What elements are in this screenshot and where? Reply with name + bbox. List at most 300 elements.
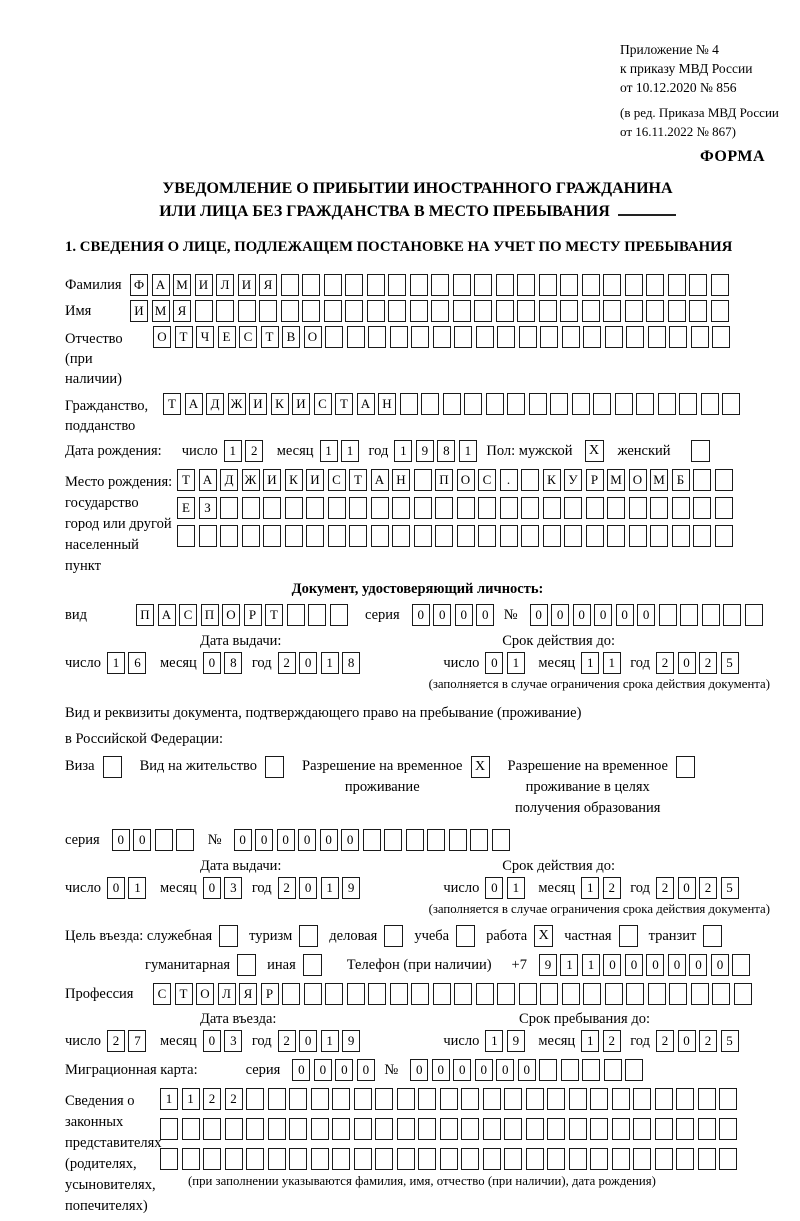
char-box[interactable]: В (282, 326, 300, 348)
char-box[interactable] (390, 983, 408, 1005)
char-box[interactable]: Л (218, 983, 236, 1005)
char-box[interactable] (521, 469, 539, 491)
char-box[interactable]: И (306, 469, 324, 491)
char-box[interactable]: К (285, 469, 303, 491)
char-box[interactable]: 0 (203, 1030, 221, 1052)
char-box[interactable] (242, 497, 260, 519)
char-box[interactable] (311, 1088, 329, 1110)
char-box[interactable] (612, 1148, 630, 1170)
char-box[interactable] (388, 274, 406, 296)
char-box[interactable]: П (435, 469, 453, 491)
char-box[interactable] (308, 604, 326, 626)
char-box[interactable] (177, 525, 195, 547)
char-box[interactable] (497, 983, 515, 1005)
char-box[interactable] (289, 1148, 307, 1170)
char-box[interactable] (345, 274, 363, 296)
char-box[interactable]: И (238, 274, 256, 296)
char-box[interactable]: Т (175, 326, 193, 348)
char-box[interactable]: 0 (107, 877, 125, 899)
char-box[interactable] (470, 829, 488, 851)
char-box[interactable]: 1 (581, 877, 599, 899)
char-box[interactable] (476, 326, 494, 348)
char-box[interactable] (431, 274, 449, 296)
char-box[interactable]: 0 (292, 1059, 310, 1081)
char-box[interactable] (347, 983, 365, 1005)
char-box[interactable]: 0 (485, 877, 503, 899)
char-box[interactable] (521, 497, 539, 519)
char-box[interactable] (354, 1088, 372, 1110)
char-box[interactable] (702, 604, 720, 626)
char-box[interactable] (225, 1118, 243, 1140)
char-box[interactable] (689, 274, 707, 296)
char-box[interactable]: О (196, 983, 214, 1005)
char-box[interactable] (625, 300, 643, 322)
char-box[interactable] (669, 326, 687, 348)
char-box[interactable]: 0 (277, 829, 295, 851)
char-box[interactable]: Т (261, 326, 279, 348)
char-box[interactable]: 2 (656, 652, 674, 674)
char-box[interactable]: И (249, 393, 267, 415)
char-box[interactable] (496, 300, 514, 322)
char-box[interactable] (328, 525, 346, 547)
char-box[interactable] (655, 1118, 673, 1140)
char-box[interactable]: 0 (678, 652, 696, 674)
sex-male-checkbox[interactable]: X (585, 440, 604, 462)
char-box[interactable] (368, 326, 386, 348)
char-box[interactable] (457, 525, 475, 547)
char-box[interactable] (547, 1118, 565, 1140)
char-box[interactable]: С (239, 326, 257, 348)
char-box[interactable]: 0 (616, 604, 634, 626)
char-box[interactable] (604, 1059, 622, 1081)
char-box[interactable]: Т (335, 393, 353, 415)
char-box[interactable] (693, 497, 711, 519)
char-box[interactable] (715, 525, 733, 547)
char-box[interactable] (375, 1148, 393, 1170)
char-box[interactable] (723, 604, 741, 626)
char-box[interactable]: 2 (107, 1030, 125, 1052)
char-box[interactable] (431, 300, 449, 322)
char-box[interactable] (440, 1148, 458, 1170)
char-box[interactable]: И (292, 393, 310, 415)
char-box[interactable]: 0 (637, 604, 655, 626)
char-box[interactable] (539, 1059, 557, 1081)
purpose-tourism-checkbox[interactable] (299, 925, 318, 947)
char-box[interactable] (325, 326, 343, 348)
char-box[interactable]: 0 (432, 1059, 450, 1081)
char-box[interactable] (547, 1088, 565, 1110)
char-box[interactable]: Я (239, 983, 257, 1005)
char-box[interactable] (734, 983, 752, 1005)
char-box[interactable] (289, 1118, 307, 1140)
char-box[interactable]: 1 (459, 440, 477, 462)
char-box[interactable]: 2 (203, 1088, 221, 1110)
char-box[interactable]: С (153, 983, 171, 1005)
purpose-other-checkbox[interactable] (303, 954, 322, 976)
char-box[interactable] (650, 497, 668, 519)
char-box[interactable]: У (564, 469, 582, 491)
char-box[interactable] (285, 525, 303, 547)
char-box[interactable] (504, 1148, 522, 1170)
char-box[interactable] (433, 983, 451, 1005)
char-box[interactable] (371, 497, 389, 519)
char-box[interactable] (474, 274, 492, 296)
char-box[interactable]: 9 (539, 954, 557, 976)
char-box[interactable]: 8 (437, 440, 455, 462)
char-box[interactable] (539, 300, 557, 322)
char-box[interactable]: 0 (357, 1059, 375, 1081)
char-box[interactable] (345, 300, 363, 322)
char-box[interactable] (633, 1148, 651, 1170)
char-box[interactable] (517, 300, 535, 322)
char-box[interactable]: О (304, 326, 322, 348)
char-box[interactable] (332, 1088, 350, 1110)
char-box[interactable] (397, 1088, 415, 1110)
char-box[interactable] (311, 1118, 329, 1140)
char-box[interactable] (629, 525, 647, 547)
char-box[interactable]: 9 (342, 1030, 360, 1052)
char-box[interactable]: М (650, 469, 668, 491)
char-box[interactable]: 5 (721, 652, 739, 674)
char-box[interactable] (330, 604, 348, 626)
char-box[interactable] (160, 1148, 178, 1170)
char-box[interactable]: 0 (530, 604, 548, 626)
char-box[interactable] (633, 1088, 651, 1110)
char-box[interactable] (698, 1088, 716, 1110)
char-box[interactable] (349, 525, 367, 547)
char-box[interactable]: 0 (410, 1059, 428, 1081)
char-box[interactable] (569, 1148, 587, 1170)
char-box[interactable] (483, 1118, 501, 1140)
char-box[interactable] (304, 983, 322, 1005)
char-box[interactable]: 1 (582, 954, 600, 976)
char-box[interactable]: 0 (496, 1059, 514, 1081)
char-box[interactable] (625, 1059, 643, 1081)
char-box[interactable]: 0 (678, 877, 696, 899)
char-box[interactable] (449, 829, 467, 851)
char-box[interactable] (672, 497, 690, 519)
char-box[interactable] (367, 274, 385, 296)
char-box[interactable] (418, 1148, 436, 1170)
char-box[interactable] (626, 326, 644, 348)
char-box[interactable] (347, 326, 365, 348)
char-box[interactable] (590, 1148, 608, 1170)
char-box[interactable] (302, 300, 320, 322)
char-box[interactable] (453, 300, 471, 322)
char-box[interactable] (216, 300, 234, 322)
char-box[interactable]: 1 (581, 652, 599, 674)
char-box[interactable]: 0 (485, 652, 503, 674)
char-box[interactable] (605, 983, 623, 1005)
char-box[interactable]: 0 (573, 604, 591, 626)
char-box[interactable]: 2 (656, 1030, 674, 1052)
char-box[interactable] (676, 1148, 694, 1170)
char-box[interactable] (646, 274, 664, 296)
char-box[interactable]: 2 (603, 1030, 621, 1052)
char-box[interactable]: 1 (321, 652, 339, 674)
char-box[interactable] (281, 300, 299, 322)
char-box[interactable]: Е (177, 497, 195, 519)
char-box[interactable] (302, 274, 320, 296)
char-box[interactable] (238, 300, 256, 322)
char-box[interactable]: М (173, 274, 191, 296)
residence-permit-checkbox[interactable] (265, 756, 284, 778)
char-box[interactable] (550, 393, 568, 415)
char-box[interactable] (397, 1148, 415, 1170)
char-box[interactable]: 1 (321, 1030, 339, 1052)
char-box[interactable]: 0 (298, 829, 316, 851)
char-box[interactable]: 1 (507, 877, 525, 899)
char-box[interactable] (561, 1059, 579, 1081)
char-box[interactable] (354, 1118, 372, 1140)
char-box[interactable] (414, 525, 432, 547)
char-box[interactable] (457, 497, 475, 519)
char-box[interactable]: 2 (699, 877, 717, 899)
temp-permit-checkbox[interactable]: X (471, 756, 490, 778)
char-box[interactable]: 0 (314, 1059, 332, 1081)
char-box[interactable] (195, 300, 213, 322)
char-box[interactable]: 2 (278, 1030, 296, 1052)
char-box[interactable]: Р (261, 983, 279, 1005)
char-box[interactable] (392, 497, 410, 519)
char-box[interactable]: 2 (603, 877, 621, 899)
char-box[interactable] (655, 1088, 673, 1110)
char-box[interactable] (607, 497, 625, 519)
char-box[interactable] (547, 1148, 565, 1170)
purpose-private-checkbox[interactable] (619, 925, 638, 947)
char-box[interactable] (203, 1118, 221, 1140)
char-box[interactable] (615, 393, 633, 415)
char-box[interactable]: О (222, 604, 240, 626)
char-box[interactable]: 3 (224, 877, 242, 899)
char-box[interactable] (461, 1118, 479, 1140)
char-box[interactable]: 2 (699, 1030, 717, 1052)
char-box[interactable] (543, 497, 561, 519)
char-box[interactable] (367, 300, 385, 322)
char-box[interactable]: 8 (224, 652, 242, 674)
char-box[interactable]: 7 (128, 1030, 146, 1052)
char-box[interactable] (715, 497, 733, 519)
char-box[interactable]: 6 (128, 652, 146, 674)
char-box[interactable] (586, 497, 604, 519)
char-box[interactable] (328, 497, 346, 519)
char-box[interactable] (669, 983, 687, 1005)
char-box[interactable]: А (158, 604, 176, 626)
char-box[interactable] (543, 525, 561, 547)
char-box[interactable] (332, 1118, 350, 1140)
char-box[interactable]: 0 (299, 652, 317, 674)
char-box[interactable]: 2 (278, 877, 296, 899)
char-box[interactable]: 0 (203, 652, 221, 674)
char-box[interactable]: 5 (721, 877, 739, 899)
char-box[interactable]: 0 (133, 829, 151, 851)
char-box[interactable]: 0 (475, 1059, 493, 1081)
char-box[interactable] (483, 1088, 501, 1110)
char-box[interactable] (263, 525, 281, 547)
char-box[interactable] (507, 393, 525, 415)
char-box[interactable]: Н (378, 393, 396, 415)
char-box[interactable] (529, 393, 547, 415)
char-box[interactable]: Ч (196, 326, 214, 348)
char-box[interactable] (676, 1088, 694, 1110)
char-box[interactable]: 1 (485, 1030, 503, 1052)
sex-female-checkbox[interactable] (691, 440, 710, 462)
char-box[interactable] (583, 983, 601, 1005)
char-box[interactable] (603, 300, 621, 322)
char-box[interactable] (586, 525, 604, 547)
char-box[interactable]: А (199, 469, 217, 491)
char-box[interactable] (572, 393, 590, 415)
char-box[interactable] (539, 274, 557, 296)
char-box[interactable]: 9 (342, 877, 360, 899)
char-box[interactable]: 1 (341, 440, 359, 462)
char-box[interactable] (220, 497, 238, 519)
char-box[interactable]: З (199, 497, 217, 519)
purpose-official-checkbox[interactable] (219, 925, 238, 947)
char-box[interactable] (476, 983, 494, 1005)
char-box[interactable] (658, 393, 676, 415)
char-box[interactable]: А (185, 393, 203, 415)
char-box[interactable] (659, 604, 677, 626)
char-box[interactable]: Б (672, 469, 690, 491)
char-box[interactable] (612, 1088, 630, 1110)
char-box[interactable]: А (357, 393, 375, 415)
char-box[interactable]: 0 (668, 954, 686, 976)
char-box[interactable] (440, 1088, 458, 1110)
char-box[interactable] (486, 393, 504, 415)
char-box[interactable]: М (152, 300, 170, 322)
char-box[interactable] (521, 525, 539, 547)
char-box[interactable] (410, 274, 428, 296)
char-box[interactable]: Р (244, 604, 262, 626)
char-box[interactable]: Ж (228, 393, 246, 415)
char-box[interactable] (668, 300, 686, 322)
char-box[interactable] (427, 829, 445, 851)
char-box[interactable] (443, 393, 461, 415)
char-box[interactable] (672, 525, 690, 547)
char-box[interactable]: 1 (321, 877, 339, 899)
char-box[interactable]: Т (265, 604, 283, 626)
char-box[interactable] (311, 1148, 329, 1170)
char-box[interactable] (607, 525, 625, 547)
char-box[interactable]: К (271, 393, 289, 415)
char-box[interactable] (390, 326, 408, 348)
char-box[interactable] (325, 983, 343, 1005)
char-box[interactable] (519, 983, 537, 1005)
char-box[interactable]: Е (218, 326, 236, 348)
char-box[interactable] (324, 274, 342, 296)
char-box[interactable] (689, 300, 707, 322)
char-box[interactable] (745, 604, 763, 626)
char-box[interactable]: 0 (518, 1059, 536, 1081)
char-box[interactable] (368, 983, 386, 1005)
char-box[interactable] (648, 326, 666, 348)
char-box[interactable]: . (500, 469, 518, 491)
char-box[interactable]: 1 (182, 1088, 200, 1110)
char-box[interactable] (268, 1148, 286, 1170)
char-box[interactable] (435, 497, 453, 519)
char-box[interactable]: 0 (320, 829, 338, 851)
char-box[interactable]: Д (206, 393, 224, 415)
char-box[interactable] (636, 393, 654, 415)
char-box[interactable] (582, 1059, 600, 1081)
char-box[interactable] (281, 274, 299, 296)
char-box[interactable] (375, 1118, 393, 1140)
char-box[interactable]: 2 (278, 652, 296, 674)
char-box[interactable] (583, 326, 601, 348)
char-box[interactable]: 0 (455, 604, 473, 626)
char-box[interactable] (461, 1148, 479, 1170)
char-box[interactable] (406, 829, 424, 851)
char-box[interactable]: 0 (255, 829, 273, 851)
char-box[interactable]: Т (175, 983, 193, 1005)
char-box[interactable] (504, 1118, 522, 1140)
char-box[interactable]: 1 (560, 954, 578, 976)
char-box[interactable]: 0 (594, 604, 612, 626)
char-box[interactable] (176, 829, 194, 851)
char-box[interactable]: Т (349, 469, 367, 491)
char-box[interactable] (526, 1148, 544, 1170)
char-box[interactable] (590, 1118, 608, 1140)
char-box[interactable]: 0 (603, 954, 621, 976)
char-box[interactable]: О (457, 469, 475, 491)
char-box[interactable] (625, 274, 643, 296)
char-box[interactable] (712, 326, 730, 348)
char-box[interactable]: С (328, 469, 346, 491)
char-box[interactable] (569, 1118, 587, 1140)
purpose-transit-checkbox[interactable] (703, 925, 722, 947)
char-box[interactable] (392, 525, 410, 547)
char-box[interactable] (435, 525, 453, 547)
char-box[interactable]: 3 (224, 1030, 242, 1052)
purpose-humanitarian-checkbox[interactable] (237, 954, 256, 976)
char-box[interactable]: 0 (433, 604, 451, 626)
char-box[interactable]: 1 (160, 1088, 178, 1110)
char-box[interactable]: 1 (603, 652, 621, 674)
char-box[interactable] (418, 1118, 436, 1140)
char-box[interactable] (454, 326, 472, 348)
char-box[interactable] (701, 393, 719, 415)
char-box[interactable] (560, 300, 578, 322)
char-box[interactable] (680, 604, 698, 626)
purpose-work-checkbox[interactable]: X (534, 925, 553, 947)
char-box[interactable] (582, 300, 600, 322)
char-box[interactable] (711, 300, 729, 322)
char-box[interactable] (418, 1088, 436, 1110)
char-box[interactable]: 5 (721, 1030, 739, 1052)
char-box[interactable] (461, 1088, 479, 1110)
char-box[interactable] (160, 1118, 178, 1140)
char-box[interactable] (719, 1118, 737, 1140)
char-box[interactable] (474, 300, 492, 322)
char-box[interactable] (679, 393, 697, 415)
char-box[interactable]: П (201, 604, 219, 626)
char-box[interactable] (282, 983, 300, 1005)
char-box[interactable]: Д (220, 469, 238, 491)
char-box[interactable] (388, 300, 406, 322)
char-box[interactable]: 0 (412, 604, 430, 626)
char-box[interactable] (225, 1148, 243, 1170)
char-box[interactable] (698, 1118, 716, 1140)
char-box[interactable] (440, 1118, 458, 1140)
char-box[interactable] (612, 1118, 630, 1140)
char-box[interactable] (414, 469, 432, 491)
char-box[interactable] (411, 326, 429, 348)
char-box[interactable]: 1 (581, 1030, 599, 1052)
char-box[interactable] (693, 525, 711, 547)
char-box[interactable] (349, 497, 367, 519)
char-box[interactable]: С (314, 393, 332, 415)
